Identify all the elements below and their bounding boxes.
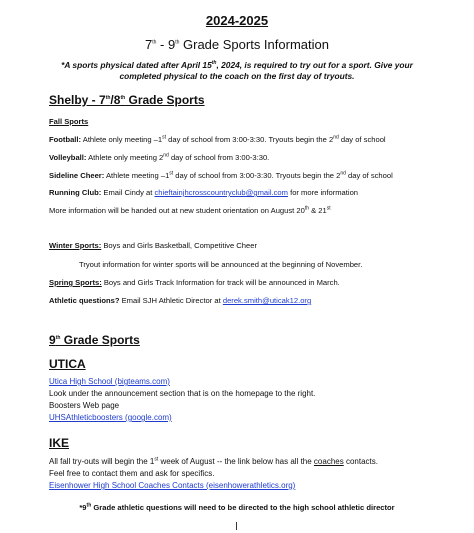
winter-text: Boys and Girls Basketball, Competitive Cheer xyxy=(101,241,257,250)
ninth-grade-heading xyxy=(49,333,140,347)
fall-sports-label: Fall Sports xyxy=(49,117,89,126)
ninth-heading-sup: th xyxy=(55,335,61,341)
running-line xyxy=(49,188,358,198)
orientation-sup-b: st xyxy=(326,205,331,212)
spring-line xyxy=(49,278,340,288)
cheer-sup-a: st xyxy=(169,170,174,177)
spring-text: Boys and Girls Track Information for track will be announced in March. xyxy=(101,278,340,287)
cheer-text-c: day of school xyxy=(345,171,393,180)
ninth-heading-a: 9 xyxy=(49,333,56,347)
cheer-text-a: Athlete meeting –1 xyxy=(104,171,170,180)
utica-heading: UTICA xyxy=(49,357,86,371)
utica-announcement-text: Look under the announcement section that is on the homepage to the right. xyxy=(49,389,316,398)
cheer-text-b: day of school from 3:00-3:30. Tryouts begin the 2 xyxy=(173,171,341,180)
running-text-b: for more information xyxy=(287,188,359,197)
questions-text: Email SJH Athletic Director at xyxy=(119,296,223,305)
subtitle-part-b: - 9 xyxy=(156,37,176,52)
footer-text-a: *9 xyxy=(79,503,87,512)
subtitle-part-a: 7 xyxy=(145,37,153,52)
ike-heading: IKE xyxy=(49,436,70,450)
utica-hs-link[interactable]: Utica High School (bigteams.com) xyxy=(49,377,170,386)
winter-label: Winter Sports: xyxy=(49,241,102,250)
ninth-heading-b: Grade Sports xyxy=(60,333,140,347)
subtitle-sup-a: th xyxy=(152,39,157,46)
notice-part-a: *A sports physical dated after April 15 xyxy=(61,60,212,70)
running-text-a: Email Cindy at xyxy=(101,188,155,197)
footer-note xyxy=(0,503,474,513)
volleyball-line xyxy=(49,153,269,163)
running-label: Running Club: xyxy=(49,188,102,197)
shelby-heading-c: Grade Sports xyxy=(125,93,205,107)
shelby-heading xyxy=(49,93,205,107)
questions-label: Athletic questions? xyxy=(49,296,120,305)
subtitle-part-c: Grade Sports Information xyxy=(179,37,329,52)
football-sup-b: nd xyxy=(333,134,339,141)
football-label: Football: xyxy=(49,135,82,144)
ike-text-a: All fall try-outs will begin the 1 xyxy=(49,457,155,466)
volleyball-text-a: Athlete only meeting 2 xyxy=(86,153,164,162)
footer-text-b: Grade athletic questions will need to be directed to the high school athletic director xyxy=(91,503,395,512)
shelby-heading-sup-a: th xyxy=(105,95,111,101)
questions-line xyxy=(49,296,311,306)
spring-label: Spring Sports: xyxy=(49,278,102,287)
notice-sup: th xyxy=(211,60,217,67)
year-heading: 2024-2025 xyxy=(205,13,269,28)
ike-contact-line: Feel free to contact them and ask for specifics. xyxy=(49,469,215,478)
orientation-line xyxy=(49,206,331,216)
subtitle-sup-b: th xyxy=(175,39,180,46)
physical-notice xyxy=(40,60,434,82)
volleyball-label: Volleyball: xyxy=(49,153,87,162)
boosters-label: Boosters Web page xyxy=(49,401,120,410)
running-email-link[interactable]: chieftainjhcrosscountryclub@gmail.com xyxy=(154,188,288,197)
page-subtitle xyxy=(0,37,474,52)
ike-sup: st xyxy=(154,456,159,463)
ike-coaches-word: coaches xyxy=(313,457,344,466)
ike-text-b: week of August -- the link below has all the xyxy=(158,457,314,466)
cheer-label: Sideline Cheer: xyxy=(49,171,105,180)
cheer-line xyxy=(49,171,393,181)
orientation-text-a: More information will be handed out at new student orientation on August 20 xyxy=(49,206,305,215)
football-text-a: Athlete only meeting –1 xyxy=(81,135,163,144)
football-text-c: day of school xyxy=(338,135,386,144)
winter-tryout-line: Tryout information for winter sports will be announced at the beginning of November. xyxy=(79,260,363,269)
shelby-heading-sup-b: th xyxy=(120,95,126,101)
ike-tryouts-line xyxy=(49,457,378,468)
page-marker xyxy=(236,522,237,530)
football-line xyxy=(49,135,386,145)
volleyball-text-b: day of school from 3:00-3:30. xyxy=(168,153,270,162)
ike-text-d: contacts. xyxy=(343,457,378,466)
volleyball-sup: nd xyxy=(163,152,169,159)
winter-line xyxy=(49,241,257,251)
director-email-link[interactable]: derek.smith@uticak12.org xyxy=(222,296,312,305)
orientation-sup-a: th xyxy=(304,205,309,212)
football-text-b: day of school from 3:00-3:30. Tryouts begin the 2 xyxy=(166,135,334,144)
cheer-sup-b: nd xyxy=(340,170,346,177)
boosters-link[interactable]: UHSAthleticboosters (google.com) xyxy=(49,413,172,422)
football-sup-a: st xyxy=(162,134,167,141)
notice-part-b: , 2024, is required to try out for a sport. Give your completed physical to the coach on the first day of tryouts. xyxy=(119,60,413,81)
footer-sup: th xyxy=(86,502,92,509)
ike-coaches-link[interactable]: Eisenhower High School Coaches Contacts (eisenhowerathletics.org) xyxy=(49,481,296,490)
orientation-text-b: & 21 xyxy=(309,206,327,215)
shelby-heading-b: /8 xyxy=(110,93,121,107)
shelby-heading-a: Shelby - 7 xyxy=(49,93,106,107)
